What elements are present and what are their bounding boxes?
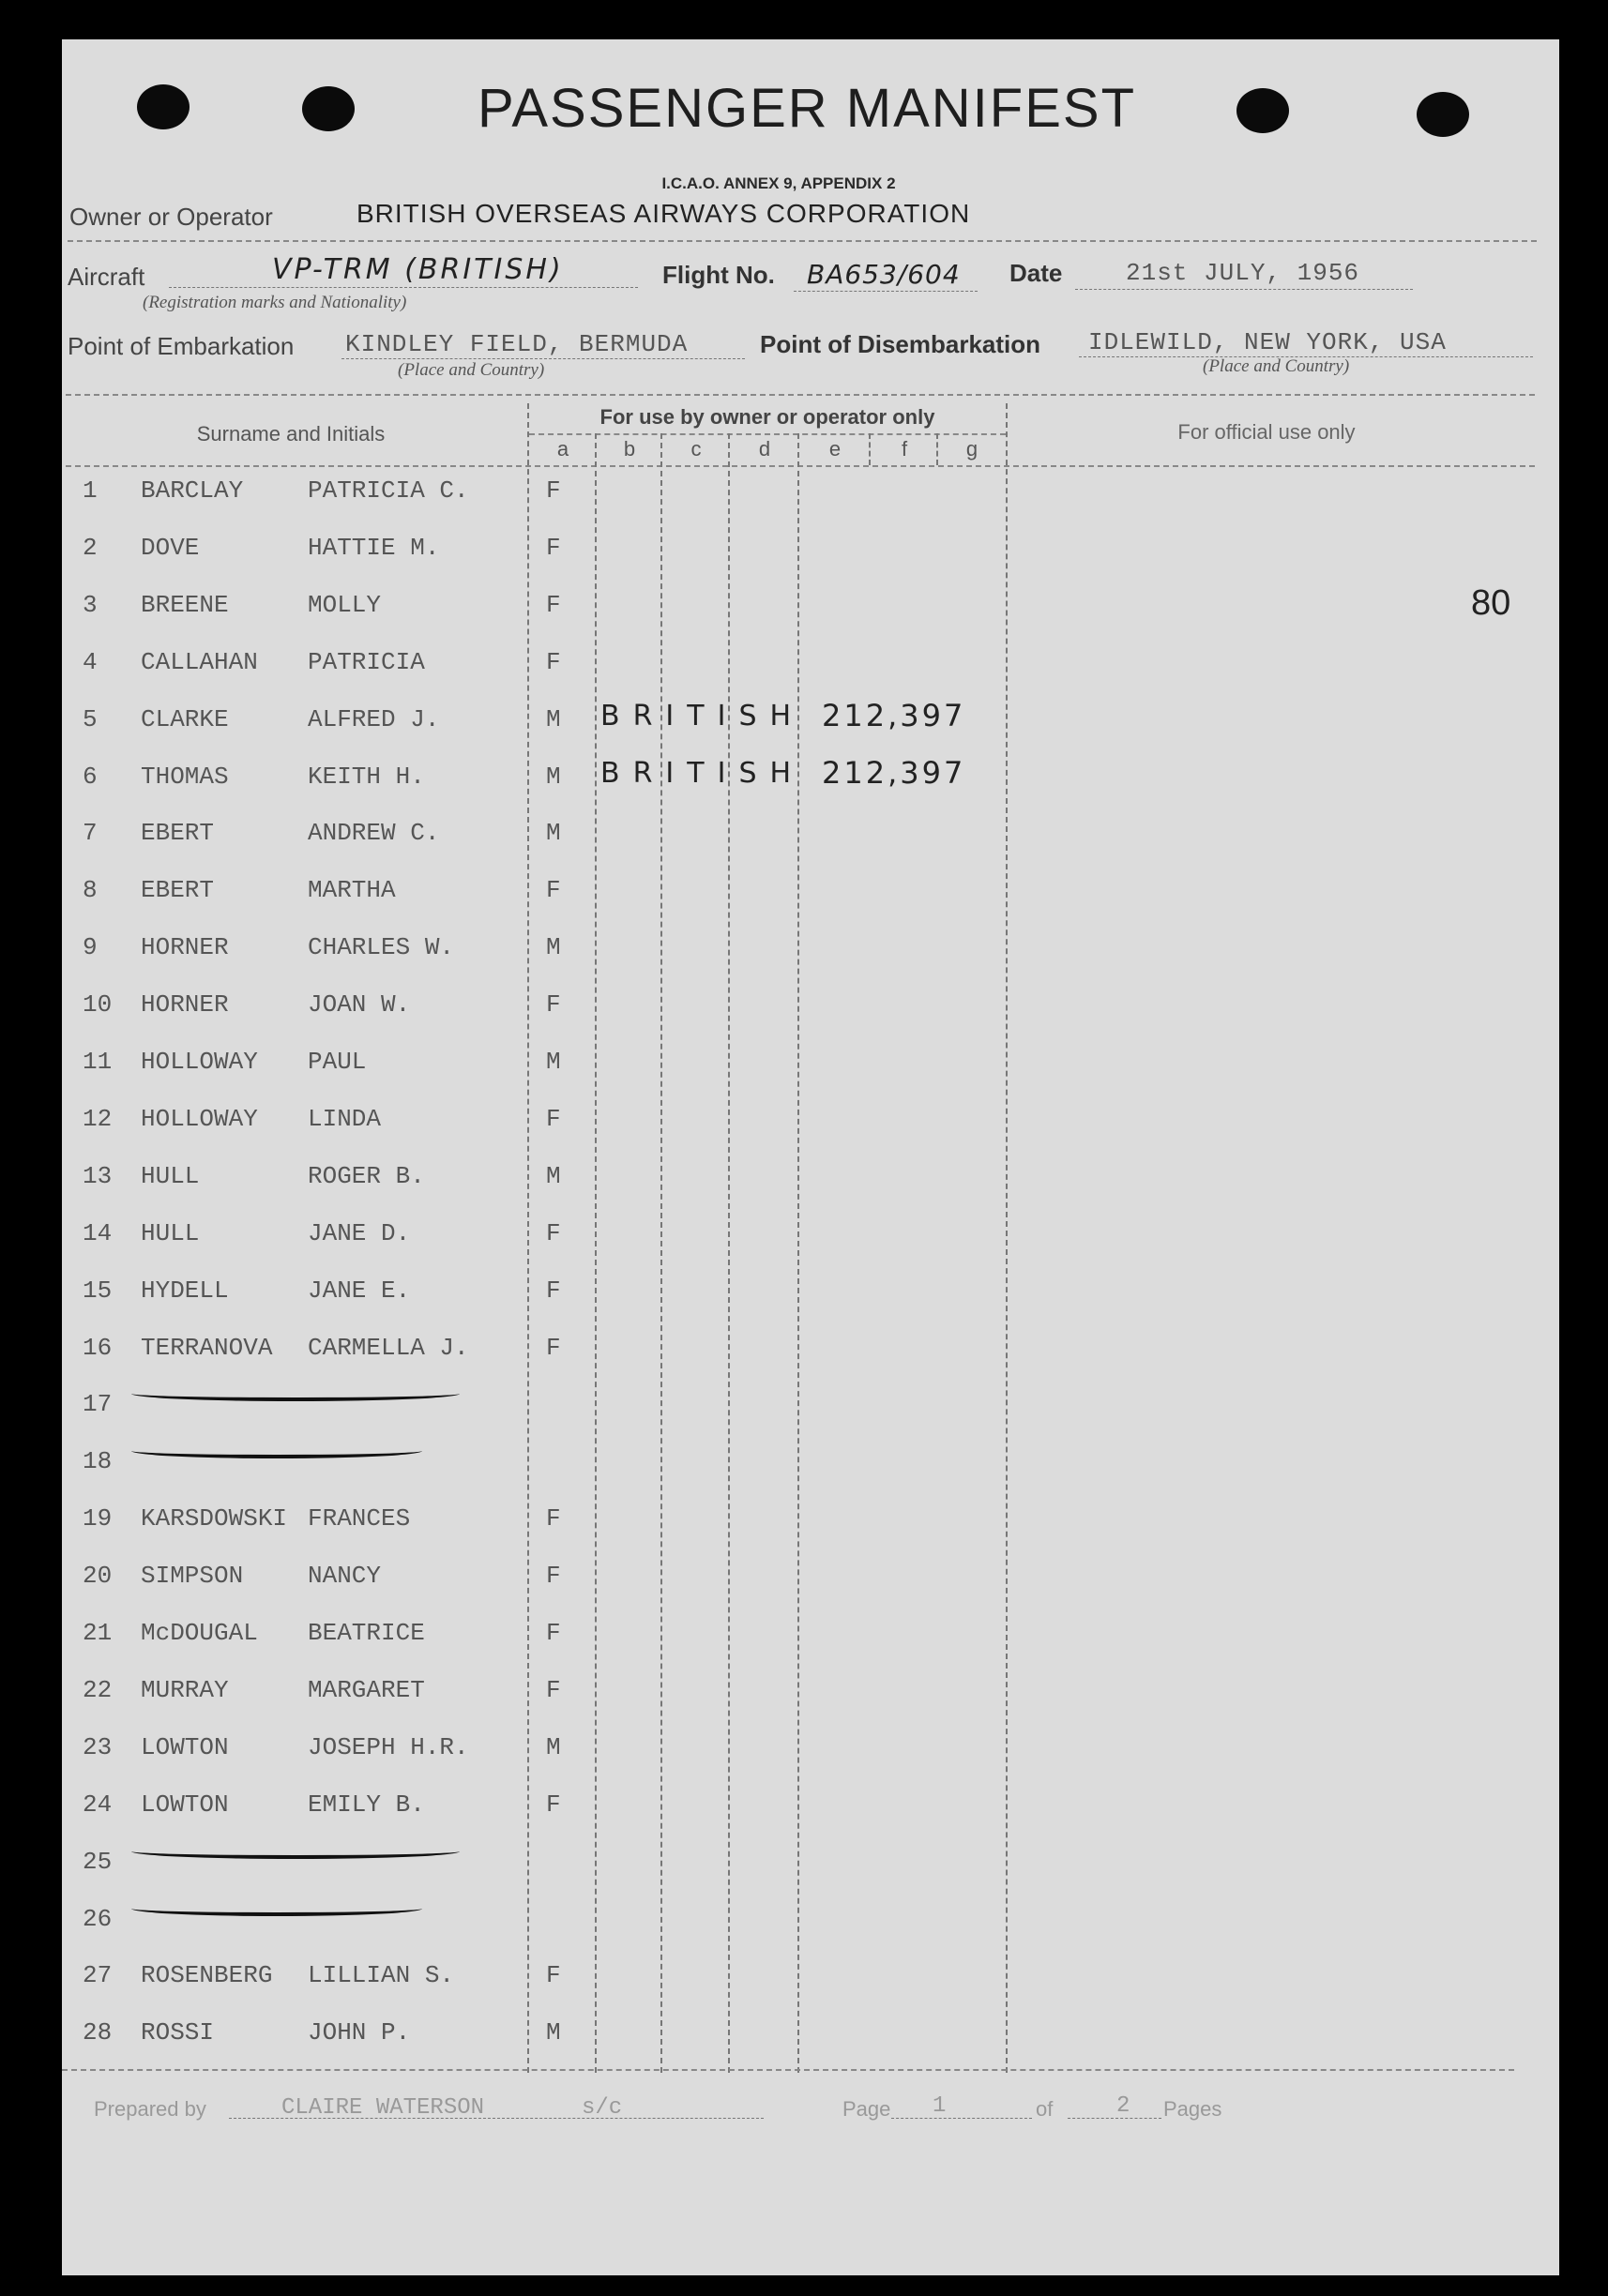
passenger-sex: F: [546, 1219, 561, 1247]
row-number: 3: [83, 591, 98, 619]
owner-label: Owner or Operator: [69, 203, 273, 231]
header-divider-1: [68, 240, 1537, 242]
row-number: 17: [83, 1390, 113, 1418]
passenger-nationality: BRITISH: [600, 757, 805, 790]
row-number: 23: [83, 1733, 113, 1761]
col-c-header: c: [690, 437, 702, 461]
row-number: 24: [83, 1790, 113, 1819]
prepared-by-label: Prepared by: [94, 2097, 206, 2121]
passenger-sex: F: [546, 648, 561, 676]
date-label: Date: [1009, 259, 1063, 287]
header-divider-2: [66, 394, 1535, 396]
page-value: 1: [933, 2093, 947, 2119]
row-number: 9: [83, 933, 98, 961]
table-row: [0, 1386, 1608, 1424]
table-row: [0, 1273, 1608, 1310]
passenger-surname: MURRAY: [141, 1676, 229, 1704]
passenger-given-name: EMILY B.: [308, 1790, 425, 1819]
prepared-by-value: CLAIRE WATERSON: [281, 2095, 485, 2121]
passenger-given-name: LINDA: [308, 1105, 382, 1133]
col-rule-6: [869, 433, 871, 465]
embark-note: (Place and Country): [398, 360, 545, 380]
passenger-given-name: PATRICIA: [308, 648, 425, 676]
passenger-given-name: MOLLY: [308, 591, 382, 619]
punch-hole-left-2: [302, 86, 355, 131]
passenger-surname: THOMAS: [141, 763, 229, 791]
passenger-surname: LOWTON: [141, 1790, 229, 1819]
passenger-sex: M: [546, 1048, 561, 1076]
embark-label: Point of Embarkation: [68, 332, 295, 360]
row-number: 1: [83, 476, 98, 505]
table-row: [0, 815, 1608, 853]
table-row: [0, 1330, 1608, 1367]
passenger-given-name: MARTHA: [308, 876, 396, 904]
table-row: [0, 987, 1608, 1024]
col-a-header: a: [556, 437, 569, 461]
col-g-header: g: [965, 437, 978, 461]
row-number: 13: [83, 1162, 113, 1190]
passenger-sex: M: [546, 933, 561, 961]
row-number: 14: [83, 1219, 113, 1247]
row-number: 20: [83, 1562, 113, 1590]
punch-hole-left-1: [137, 84, 190, 129]
passenger-given-name: PAUL: [308, 1048, 367, 1076]
table-row: [0, 1730, 1608, 1767]
passenger-given-name: CHARLES W.: [308, 933, 455, 961]
passenger-given-name: FRANCES: [308, 1504, 411, 1533]
table-row: [0, 530, 1608, 567]
table-row: [0, 1558, 1608, 1595]
aircraft-underline: [169, 287, 638, 288]
passenger-given-name: ROGER B.: [308, 1162, 425, 1190]
table-row: [0, 1501, 1608, 1538]
passenger-surname: BARCLAY: [141, 476, 244, 505]
row-number: 26: [83, 1905, 113, 1933]
row-number: 28: [83, 2018, 113, 2047]
passenger-given-name: JOHN P.: [308, 2018, 411, 2047]
row-number: 21: [83, 1619, 113, 1647]
table-row: [0, 1216, 1608, 1253]
page-underline: [891, 2118, 1032, 2119]
col-rule-7: [936, 433, 938, 465]
passenger-surname: HOLLOWAY: [141, 1105, 258, 1133]
passenger-given-name: ANDREW C.: [308, 819, 440, 847]
table-row: [0, 698, 1608, 739]
table-row: [0, 1101, 1608, 1139]
table-row: [0, 2015, 1608, 2052]
passenger-surname: BREENE: [141, 591, 229, 619]
official-use-header: For official use only: [1177, 420, 1356, 444]
passenger-surname: HYDELL: [141, 1276, 229, 1305]
passenger-given-name: JANE E.: [308, 1276, 411, 1305]
owner-use-header: For use by owner or operator only: [599, 405, 935, 429]
owner-use-divider: [529, 433, 1006, 435]
row-strike-through: [131, 1386, 460, 1401]
date-underline: [1075, 289, 1413, 290]
disembark-label: Point of Disembarkation: [760, 330, 1041, 358]
passenger-surname: LOWTON: [141, 1733, 229, 1761]
passenger-surname: EBERT: [141, 819, 215, 847]
row-number: 11: [83, 1048, 113, 1076]
table-row: [0, 1957, 1608, 1995]
official-use-value: 80: [1471, 583, 1511, 623]
passenger-surname: CALLAHAN: [141, 648, 258, 676]
aircraft-note: (Registration marks and Nationality): [143, 293, 407, 312]
passenger-surname: CLARKE: [141, 705, 229, 733]
passenger-surname: HOLLOWAY: [141, 1048, 258, 1076]
passenger-surname: TERRANOVA: [141, 1334, 273, 1362]
col-f-header: f: [901, 437, 908, 461]
table-row: [0, 1443, 1608, 1481]
row-number: 6: [83, 763, 98, 791]
row-number: 19: [83, 1504, 113, 1533]
row-number: 7: [83, 819, 98, 847]
page-subtitle: I.C.A.O. ANNEX 9, APPENDIX 2: [661, 174, 896, 192]
passenger-sex: F: [546, 1790, 561, 1819]
passenger-surname: McDOUGAL: [141, 1619, 258, 1647]
passenger-surname: SIMPSON: [141, 1562, 244, 1590]
flight-value: BA653/604: [807, 259, 961, 290]
passenger-given-name: MARGARET: [308, 1676, 425, 1704]
page-label: Page: [842, 2097, 891, 2121]
pages-label: Pages: [1163, 2097, 1222, 2121]
passenger-nationality: BRITISH: [600, 700, 805, 733]
passenger-surname: KARSDOWSKI: [141, 1504, 288, 1533]
table-row: [0, 1158, 1608, 1196]
disembark-value: IDLEWILD, NEW YORK, USA: [1088, 328, 1447, 356]
disembark-note: (Place and Country): [1203, 356, 1350, 376]
passenger-surname: EBERT: [141, 876, 215, 904]
passenger-given-name: LILLIAN S.: [308, 1961, 455, 1989]
passenger-given-name: PATRICIA C.: [308, 476, 469, 505]
table-row: [0, 1672, 1608, 1710]
passenger-given-name: NANCY: [308, 1562, 382, 1590]
passenger-document-number: 212,397: [822, 698, 966, 733]
passenger-given-name: HATTIE M.: [308, 534, 440, 562]
row-strike-through: [131, 1443, 422, 1458]
page-title: PASSENGER MANIFEST: [477, 78, 1137, 139]
passenger-surname: HORNER: [141, 933, 229, 961]
aircraft-label: Aircraft: [68, 263, 145, 291]
passenger-given-name: ALFRED J.: [308, 705, 440, 733]
col-b-header: b: [623, 437, 636, 461]
passenger-sex: F: [546, 1105, 561, 1133]
table-row: [0, 587, 1608, 625]
flight-underline: [794, 291, 978, 292]
table-row: [0, 929, 1608, 967]
passenger-given-name: BEATRICE: [308, 1619, 425, 1647]
row-number: 10: [83, 990, 113, 1019]
embark-value: KINDLEY FIELD, BERMUDA: [345, 330, 689, 358]
prepared-by-role: s/c: [582, 2095, 623, 2121]
table-row: [0, 1787, 1608, 1824]
embark-underline: [341, 358, 745, 359]
row-number: 16: [83, 1334, 113, 1362]
passenger-sex: M: [546, 1162, 561, 1190]
punch-hole-right-1: [1236, 88, 1289, 133]
row-number: 18: [83, 1447, 113, 1475]
passenger-sex: M: [546, 763, 561, 791]
passenger-sex: F: [546, 1619, 561, 1647]
passenger-sex: F: [546, 591, 561, 619]
passenger-given-name: JOSEPH H.R.: [308, 1733, 469, 1761]
row-strike-through: [131, 1844, 460, 1859]
table-row: [0, 1844, 1608, 1881]
passenger-sex: F: [546, 876, 561, 904]
passenger-sex: F: [546, 1334, 561, 1362]
surname-column-header: Surname and Initials: [196, 422, 386, 446]
table-row: [0, 872, 1608, 910]
pages-value: 2: [1116, 2093, 1130, 2119]
table-row: [0, 1044, 1608, 1081]
passenger-sex: M: [546, 705, 561, 733]
table-header-divider: [66, 465, 1535, 467]
table-row: [0, 755, 1608, 796]
pages-underline: [1068, 2118, 1161, 2119]
prepared-underline: [229, 2118, 764, 2119]
passenger-given-name: CARMELLA J.: [308, 1334, 469, 1362]
passenger-sex: M: [546, 2018, 561, 2047]
table-row: [0, 1615, 1608, 1653]
row-number: 5: [83, 705, 98, 733]
passenger-surname: DOVE: [141, 534, 200, 562]
row-number: 25: [83, 1848, 113, 1876]
passenger-sex: F: [546, 1276, 561, 1305]
passenger-sex: F: [546, 1504, 561, 1533]
owner-value: BRITISH OVERSEAS AIRWAYS CORPORATION: [356, 199, 971, 228]
passenger-given-name: KEITH H.: [308, 763, 425, 791]
passenger-sex: F: [546, 534, 561, 562]
passenger-given-name: JOAN W.: [308, 990, 411, 1019]
punch-hole-right-2: [1417, 92, 1469, 137]
row-number: 15: [83, 1276, 113, 1305]
table-row: [0, 473, 1608, 510]
passenger-sex: F: [546, 990, 561, 1019]
passenger-given-name: JANE D.: [308, 1219, 411, 1247]
row-number: 8: [83, 876, 98, 904]
aircraft-value: VP-TRM (BRITISH): [272, 253, 564, 286]
passenger-document-number: 212,397: [822, 755, 966, 791]
col-d-header: d: [758, 437, 771, 461]
passenger-sex: M: [546, 819, 561, 847]
row-number: 12: [83, 1105, 113, 1133]
passenger-sex: M: [546, 1733, 561, 1761]
row-number: 22: [83, 1676, 113, 1704]
date-value: 21st JULY, 1956: [1126, 259, 1360, 287]
of-label: of: [1036, 2097, 1054, 2121]
table-bottom-divider: [62, 2069, 1514, 2071]
passenger-sex: F: [546, 1562, 561, 1590]
row-number: 27: [83, 1961, 113, 1989]
row-strike-through: [131, 1901, 422, 1916]
passenger-sex: F: [546, 1961, 561, 1989]
table-row: [0, 1901, 1608, 1939]
passenger-sex: F: [546, 476, 561, 505]
passenger-surname: ROSENBERG: [141, 1961, 273, 1989]
flight-label: Flight No.: [662, 261, 775, 289]
passenger-surname: ROSSI: [141, 2018, 215, 2047]
passenger-surname: HULL: [141, 1219, 200, 1247]
col-e-header: e: [828, 437, 842, 461]
passenger-surname: HULL: [141, 1162, 200, 1190]
passenger-surname: HORNER: [141, 990, 229, 1019]
row-number: 2: [83, 534, 98, 562]
row-number: 4: [83, 648, 98, 676]
passenger-sex: F: [546, 1676, 561, 1704]
table-row: [0, 644, 1608, 682]
